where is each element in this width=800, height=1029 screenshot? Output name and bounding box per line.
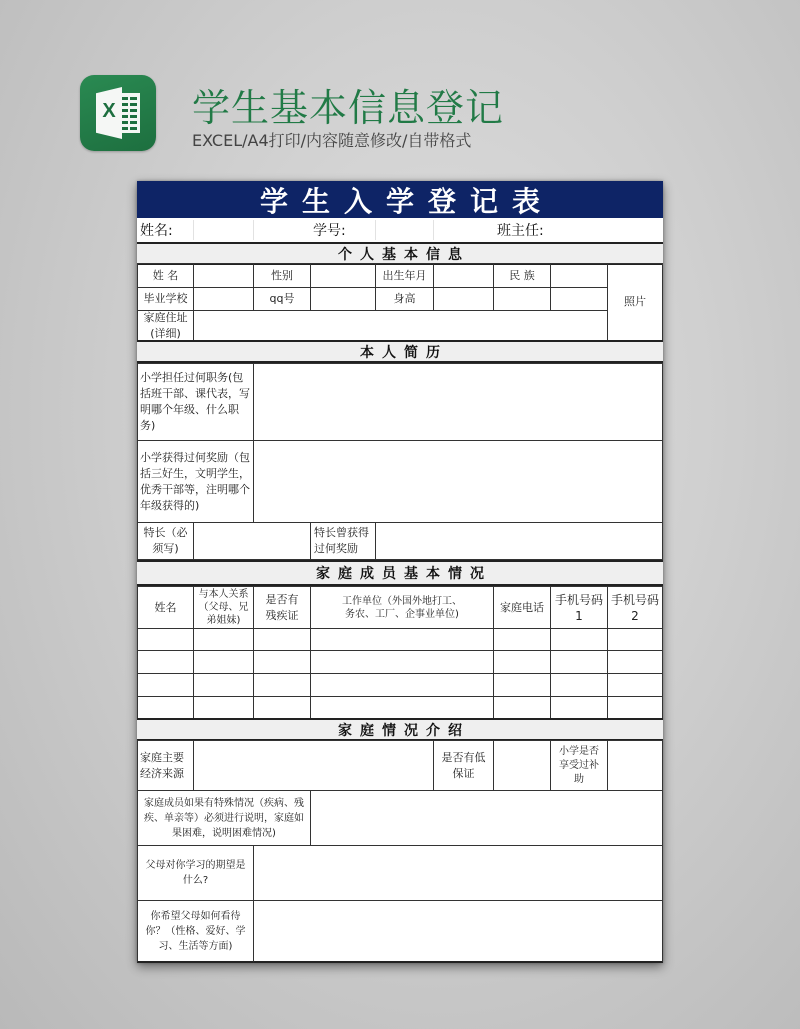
table-cell[interactable] <box>193 696 254 719</box>
input-birth[interactable] <box>433 263 494 288</box>
table-cell[interactable] <box>310 628 494 651</box>
table-cell[interactable] <box>493 628 551 651</box>
name-label: 姓名: <box>140 223 173 239</box>
label-income-source: 家庭主要经济来源 <box>137 740 194 791</box>
photo-cell[interactable]: 照片 <box>607 263 663 341</box>
sheet-title: 学生入学登记表 <box>137 181 663 218</box>
col-header-workplace: 工作单位（外国外地打工、务农、工厂、企事业单位) <box>310 586 494 629</box>
col-header-disability: 是否有残疾证 <box>253 586 311 629</box>
input-extra-1[interactable] <box>493 287 551 311</box>
table-cell[interactable] <box>607 673 663 697</box>
input-how-parents-see[interactable] <box>253 900 663 963</box>
input-gender[interactable] <box>310 263 376 288</box>
name-input[interactable] <box>193 218 253 242</box>
label-awards: 小学获得过何奖励（包括三好生，文明学生，优秀干部等，注明哪个年级获得的) <box>137 440 254 523</box>
input-qq[interactable] <box>310 287 376 311</box>
table-cell[interactable] <box>607 628 663 651</box>
label-address-line1: 家庭住址 <box>143 310 188 324</box>
col-header-mobile-1: 手机号码1 <box>550 586 608 629</box>
student-id-input[interactable] <box>375 218 433 242</box>
label-ethnicity: 民 族 <box>493 263 551 288</box>
table-cell[interactable] <box>310 696 494 719</box>
input-height[interactable] <box>433 287 494 311</box>
table-cell[interactable] <box>550 696 608 719</box>
label-address <box>137 310 194 341</box>
label-special-cases: 家庭成员如果有特殊情况（疾病、残疾、单亲等）必须进行说明，家庭如果困难，说明困难情况) <box>137 790 311 846</box>
section-resume: 本人简历 <box>137 340 663 363</box>
registration-sheet <box>137 181 663 963</box>
label-how-parents-see: 你希望父母如何看待你？（性格、爱好、学习、生活等方面) <box>137 900 254 963</box>
table-cell[interactable] <box>493 673 551 697</box>
label-birth: 出生年月 <box>375 263 434 288</box>
table-cell[interactable] <box>607 650 663 674</box>
input-ethnicity[interactable] <box>550 263 608 288</box>
table-cell[interactable] <box>137 673 194 697</box>
input-extra-2[interactable] <box>550 287 608 311</box>
input-positions[interactable] <box>253 363 663 441</box>
input-specialty[interactable] <box>193 522 311 560</box>
label-positions: 小学担任过何职务(包括班干部、课代表，写明哪个年级、什么职务) <box>137 363 254 441</box>
student-id-input-2[interactable] <box>433 218 493 242</box>
input-specialty-awards[interactable] <box>375 522 663 560</box>
input-name[interactable] <box>193 263 254 288</box>
table-cell[interactable] <box>137 650 194 674</box>
section-family-members: 家庭成员基本情况 <box>137 560 663 586</box>
label-specialty-awards: 特长曾获得过何奖励 <box>310 522 376 560</box>
label-subsidy: 小学是否享受过补助 <box>550 740 608 791</box>
input-subsidy[interactable] <box>607 740 663 791</box>
page-subtitle: EXCEL/A4打印/内容随意修改/自带格式 <box>192 131 472 150</box>
table-cell[interactable] <box>550 650 608 674</box>
teacher-input[interactable] <box>557 218 663 242</box>
name-input-2[interactable] <box>253 218 310 242</box>
table-cell[interactable] <box>493 650 551 674</box>
label-specialty: 特长（必须写) <box>137 522 194 560</box>
col-header-relation: 与本人关系（父母、兄弟姐妹) <box>193 586 254 629</box>
label-address-line2: (详细) <box>150 326 181 340</box>
table-cell[interactable] <box>193 673 254 697</box>
table-cell[interactable] <box>550 628 608 651</box>
label-height: 身高 <box>375 287 434 311</box>
excel-icon: X <box>80 75 156 151</box>
label-low-income: 是否有低保证 <box>433 740 494 791</box>
col-header-home-phone: 家庭电话 <box>493 586 551 629</box>
table-cell[interactable] <box>137 696 194 719</box>
section-personal-info: 个人基本信息 <box>137 242 663 265</box>
teacher-label: 班主任: <box>497 223 544 239</box>
label-qq: qq号 <box>253 287 311 311</box>
table-cell[interactable] <box>193 650 254 674</box>
input-income-source[interactable] <box>193 740 434 791</box>
table-cell[interactable] <box>193 628 254 651</box>
label-school: 毕业学校 <box>137 287 194 311</box>
label-gender: 性别 <box>253 263 311 288</box>
table-cell[interactable] <box>310 673 494 697</box>
col-header-mobile-2: 手机号码2 <box>607 586 663 629</box>
input-special-cases[interactable] <box>310 790 663 846</box>
input-parent-expectation[interactable] <box>253 845 663 901</box>
table-cell[interactable] <box>253 628 311 651</box>
input-awards[interactable] <box>253 440 663 523</box>
student-id-label: 学号: <box>313 223 346 239</box>
page-title: 学生基本信息登记 <box>192 86 505 130</box>
label-parent-expectation: 父母对你学习的期望是什么? <box>137 845 254 901</box>
table-cell[interactable] <box>310 650 494 674</box>
input-low-income[interactable] <box>493 740 551 791</box>
table-cell[interactable] <box>607 696 663 719</box>
table-cell[interactable] <box>137 628 194 651</box>
table-cell[interactable] <box>253 673 311 697</box>
table-cell[interactable] <box>493 696 551 719</box>
input-address[interactable] <box>193 310 608 341</box>
label-name: 姓 名 <box>137 263 194 288</box>
col-header-name: 姓名 <box>137 586 194 629</box>
section-family-intro: 家庭情况介绍 <box>137 718 663 741</box>
input-school[interactable] <box>193 287 254 311</box>
table-cell[interactable] <box>550 673 608 697</box>
table-cell[interactable] <box>253 696 311 719</box>
table-cell[interactable] <box>253 650 311 674</box>
